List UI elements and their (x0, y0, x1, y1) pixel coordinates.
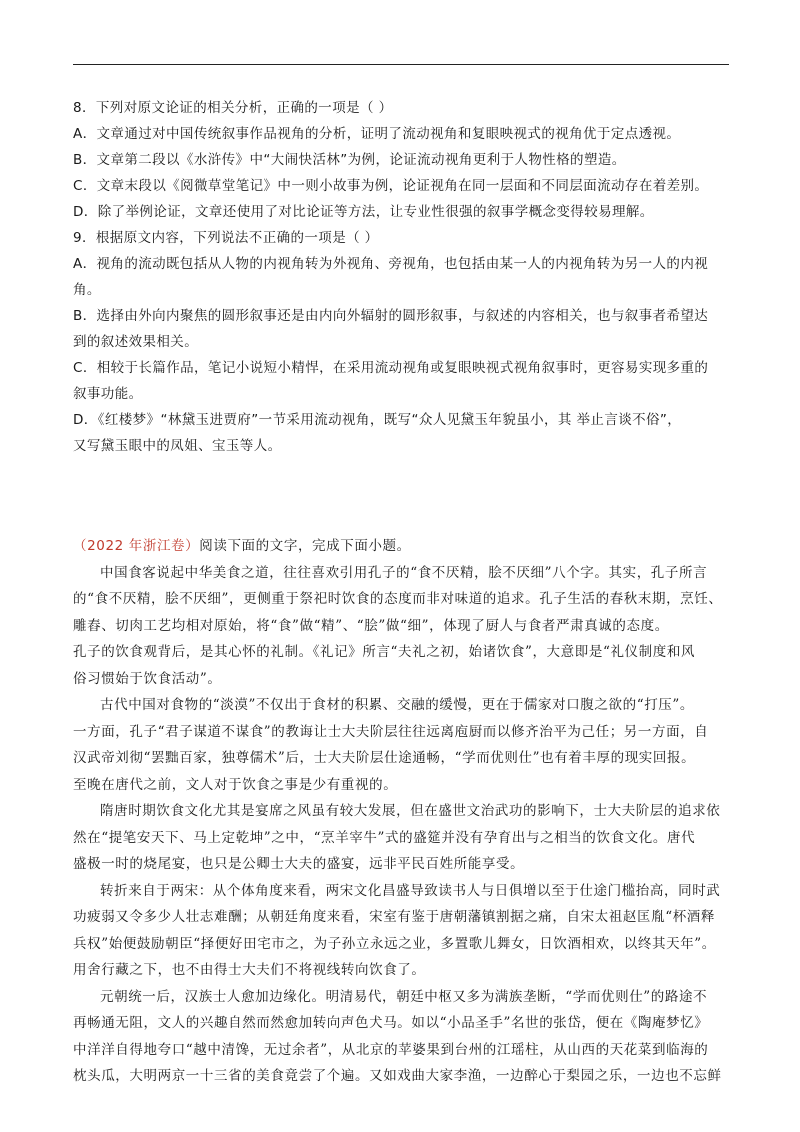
question-8-stem: 8．下列对原文论证的相关分析，正确的一项是（ ） (73, 100, 393, 116)
paragraph-5-line-2: 再畅通无阻，文人的兴趣自然而然愈加转向声色犬马。如以“小品圣手”名世的张岱，便在《陶庵梦忆》 (73, 1015, 709, 1031)
header-rule (73, 64, 729, 65)
question-9-stem: 9．根据原文内容，下列说法不正确的一项是（ ） (73, 230, 379, 246)
question-9-option-c-line-1: C．相较于长篇作品，笔记小说短小精悍，在采用流动视角或复眼映视式视角叙事时，更容易实现多重的 (73, 360, 709, 376)
paragraph-2-line-4: 至晚在唐代之前，文人对于饮食之事是少有重视的。 (73, 776, 398, 793)
paragraph-4-line-4: 用舍行藏之下，也不由得士大夫们不将视线转向饮食了。 (73, 962, 426, 978)
paragraph-1-line-2: 的“食不厌精，脍不厌细”，更侧重于祭祀时饮食的态度而非对味道的追求。孔子生活的春秋末期，烹饪、 (73, 591, 723, 607)
question-9-option-d-line-1: D．《红楼梦》“林黛玉进贾府”一节采用流动视角，既写“众人见黛玉年貌虽小，其 举止言谈不俗”， (73, 412, 682, 428)
paragraph-2-line-3: 汉武帝刘彻“罢黜百家，独尊儒术”后，士大夫阶层仕途通畅，“学而优则仕”也有着丰厚的现实回报。 (73, 750, 696, 766)
question-9-option-c-line-2: 叙事功能。 (73, 386, 143, 402)
paragraph-1-line-1: 中国食客说起中华美食之道，往往喜欢引用孔子的“食不厌精，脍不厌细”八个字。其实，孔子所言 (100, 564, 708, 581)
reading-passage (73, 533, 733, 1090)
paragraph-1-line-4: 孔子的饮食观背后，是其心怀的礼制。《礼记》所言“夫礼之初，始诸饮食”，大意即是“礼仪制度和风 (73, 644, 696, 660)
paragraph-1-line-3: 雕舂、切肉工艺均相对原始，将“食”做“精”、“脍”做“细”，体现了厨人与食者严肃真诚的态度。 (73, 617, 669, 634)
paragraph-4-line-2: 功疲弱又令多少人壮志难酬；从朝廷角度来看，宋室有鉴于唐朝藩镇割据之痛，自宋太祖赵匡胤“杯酒释 (73, 909, 715, 925)
question-8-option-d: D．除了举例论证，文章还使用了对比论证等方法，让专业性很强的叙事学概念变得较易理解。 (73, 204, 654, 220)
passage-intro: 阅读下面的文字，完成下面小题。 (199, 538, 411, 554)
passage-heading (73, 533, 733, 560)
question-8-option-c: C．文章末段以《阅微草堂笔记》中一则小故事为例，论证视角在同一层面和不同层面流动存在着差别。 (73, 178, 709, 194)
paragraph-4-line-1: 转折来自于两宋：从个体角度来看，两宋文化昌盛导致读书人与日俱增以至于仕途门槛抬高，同时武 (100, 882, 721, 899)
question-9-option-d-line-2: 又写黛玉眼中的凤姐、宝玉等人。 (73, 438, 282, 454)
question-9-option-b-line-1: B．选择由外向内聚焦的圆形叙事还是由内向外辐射的圆形叙事，与叙述的内容相关，也与叙事者希望达 (73, 308, 709, 324)
paragraph-5-line-4: 枕头瓜，大明两京一十三省的美食竟尝了个遍。又如戏曲大家李渔，一边醉心于梨园之乐，一边也不忘鲜 (73, 1068, 722, 1084)
paragraph-3-line-1: 隋唐时期饮食文化尤其是宴席之风虽有较大发展，但在盛世文治武功的影响下，士大夫阶层的追求依 (100, 803, 721, 819)
question-8-option-a: A．文章通过对中国传统叙事作品视角的分析，证明了流动视角和复眼映视式的视角优于定点透视。 (73, 126, 681, 142)
question-8-option-b: B．文章第二段以《水浒传》中“大闹快活林”为例，论证流动视角更利于人物性格的塑造。 (73, 152, 626, 168)
question-8 (73, 95, 733, 225)
paragraph-2-line-2: 一方面，孔子“君子谋道不谋食”的教诲让士大夫阶层往往远离庖厨而以修齐治平为己任；另一方面，自 (73, 723, 709, 740)
paragraph-1-line-5: 俗习惯始于饮食活动”。 (73, 670, 222, 687)
question-9-option-a-line-2: 角。 (73, 282, 101, 298)
question-9 (73, 225, 733, 459)
question-9-option-b-line-2: 到的叙述效果相关。 (73, 334, 199, 350)
passage-source: （2022 年浙江卷） (73, 538, 200, 554)
paragraph-3-line-2: 然在“提笔安天下、马上定乾坤”之中，“烹羊宰牛”式的盛筵并没有孕育出与之相当的饮食文化。唐代 (73, 829, 696, 846)
paragraph-5-line-1: 元朝统一后，汉族士人愈加边缘化。明清易代，朝廷中枢又多为满族垄断，“学而优则仕”的路途不 (100, 988, 708, 1005)
paragraph-3-line-3: 盛极一时的烧尾宴，也只是公卿士大夫的盛宴，远非平民百姓所能享受。 (73, 856, 525, 872)
paragraph-4-line-3: 兵权”始便鼓励朝臣“择便好田宅市之，为子孙立永远之业，多置歌儿舞女，日饮酒相欢，以终其天年”。 (73, 935, 716, 952)
question-9-option-a-line-1: A．视角的流动既包括从人物的内视角转为外视角、旁视角，也包括由某一人的内视角转为另一人的内视 (73, 256, 709, 272)
paragraph-2-line-1: 古代中国对食物的“淡漠”不仅出于食材的积累、交融的缓慢，更在于儒家对口腹之欲的“打压”。 (100, 697, 695, 713)
paragraph-5-line-3: 中洋洋自得地夸口“越中清馋，无过余者”，从北京的苹婆果到台州的江瑶柱，从山西的天花菜到临海的 (73, 1041, 709, 1058)
